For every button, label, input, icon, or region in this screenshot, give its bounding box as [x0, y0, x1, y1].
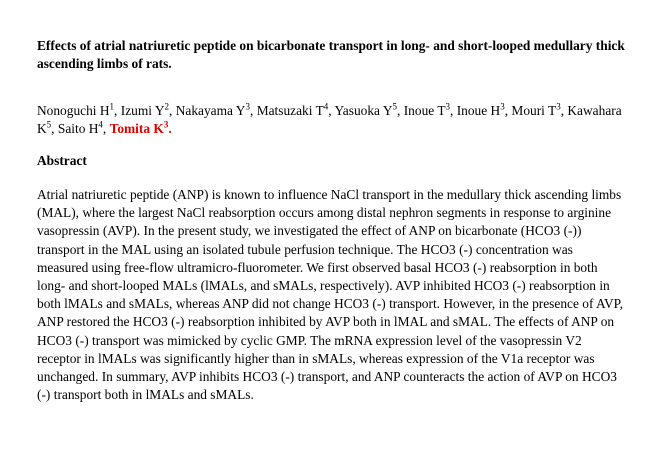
abstract-heading: Abstract [37, 153, 87, 168]
author-entry [58, 121, 103, 136]
author-affiliation: 3 [245, 101, 250, 112]
author-separator: , [504, 103, 512, 118]
author-affiliation: 1 [109, 101, 115, 112]
author-name: Saito H [57, 121, 99, 136]
author-separator: , [450, 103, 457, 118]
author-name: Inoue T [403, 103, 446, 118]
author-affiliation: 3 [163, 119, 169, 130]
author-affiliation: 3 [445, 101, 450, 112]
author-name: Kawahara K [37, 103, 622, 136]
author-affiliation: 3 [500, 101, 505, 112]
author-entry [511, 103, 560, 118]
author-entry [404, 103, 450, 118]
author-name: Yasuoka Y [334, 103, 393, 118]
author-separator: , [51, 121, 58, 136]
author-separator: . [168, 121, 172, 136]
author-entry [176, 103, 250, 118]
author-name: Tomita K [109, 121, 164, 136]
author-separator: , [560, 103, 568, 118]
author-entry [457, 103, 505, 118]
author-entry [109, 119, 172, 136]
paper-title: Effects of atrial natriuretic peptide on bicarbonate transport in long- and short-looped medullary thick ascending limbs of rats. [37, 38, 625, 71]
author-separator: , [249, 103, 257, 118]
author-separator: , [328, 103, 335, 118]
author-name: Nakayama Y [175, 103, 246, 118]
author-list [37, 102, 627, 138]
author-name: Inoue H [456, 103, 501, 118]
author-separator: , [102, 121, 110, 136]
author-entry [37, 103, 114, 118]
author-affiliation: 4 [323, 101, 329, 112]
author-name: Izumi Y [120, 103, 165, 118]
author-separator: , [169, 103, 176, 118]
author-entry [257, 103, 329, 118]
author-separator: , [397, 103, 404, 118]
paper-page [37, 37, 627, 404]
abstract-text: Atrial natriuretic peptide (ANP) is known to influence NaCl transport in the medullary thick ascending limbs (MAL), where the largest NaCl reabsorption occurs among distal nephron segments in response to arginine vasopressin (AVP). In the present study, we investigated the effect of ANP on bicarbonate (HCO3 (-)) transport in the MAL using an isolated tubule perfusion technique. The HCO3 (-) concentration was measured using free-flow ultramicro-fluorometer. We first observed basal HCO3 (-) reabsorption in both long- and short-looped MALs (lMALs, and sMALs, respectively). AVP inhibited HCO3 (-) reabsorption in both lMALs and sMALs, whereas ANP did not change HCO3 (-) transport. However, in the presence of AVP, ANP restored the HCO3 (-) reabsorption inhibited by AVP both in lMAL and sMAL. The effects of ANP on HCO3 (-) transport was mimicked by cyclic GMP. The mRNA expression level of the vasopressin V2 receptor in lMALs was significantly higher than in sMALs, whereas expression of the V1a receptor was unchanged. In summary, AVP inhibits HCO3 (-) transport, and ANP counteracts the action of AVP on HCO3 (-) transport both in lMALs and sMALs. [37, 187, 623, 403]
author-affiliation: 5 [392, 101, 398, 112]
author-affiliation: 5 [46, 119, 52, 130]
author-entry [334, 103, 397, 118]
author-entry [121, 103, 169, 118]
author-affiliation: 3 [556, 101, 561, 112]
author-separator: , [114, 103, 121, 118]
author-name: Nonoguchi H [37, 103, 110, 118]
author-affiliation: 4 [98, 119, 103, 130]
author-name: Matsuzaki T [256, 103, 324, 118]
author-name: Mouri T [511, 103, 557, 118]
author-affiliation: 2 [164, 101, 169, 112]
